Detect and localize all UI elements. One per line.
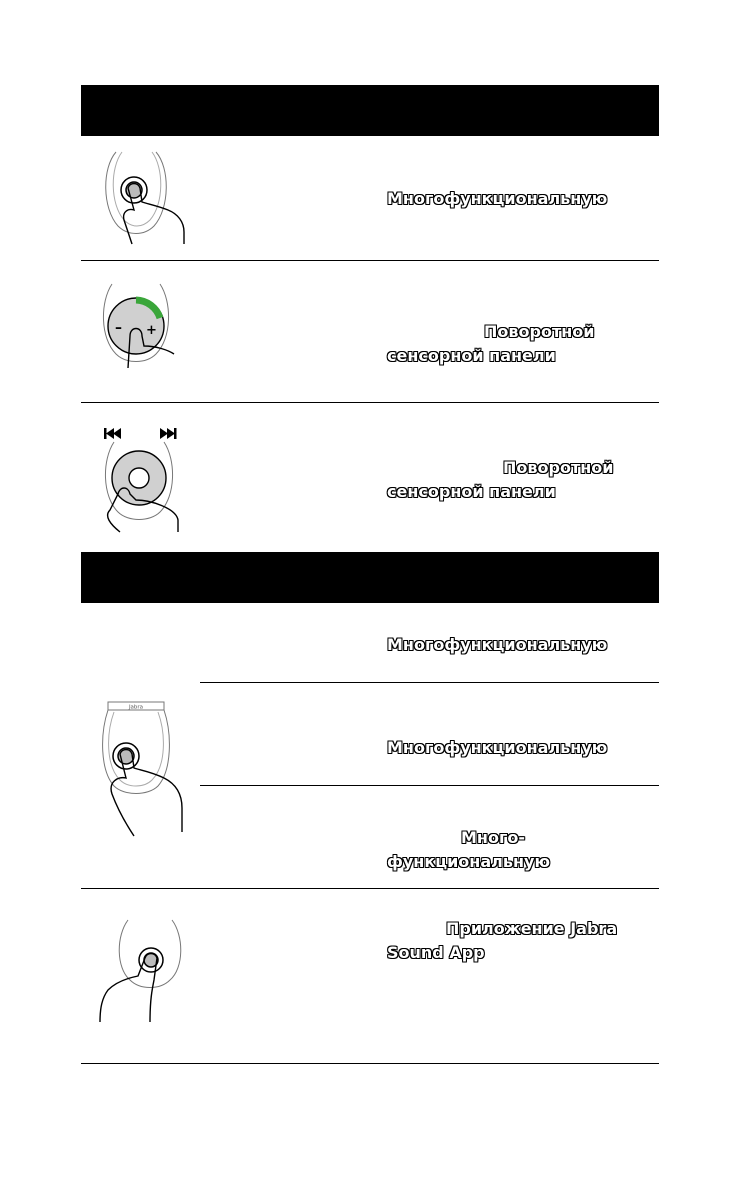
row-text: сенсорной панели — [387, 346, 556, 365]
multifunction-press-long-icon — [98, 698, 194, 838]
rotary-touch-track-icon — [100, 424, 184, 534]
rotary-minus-label: – — [115, 320, 122, 336]
row-text: Многофункциональную — [387, 738, 608, 757]
row-text: Много- — [461, 828, 525, 847]
section-header-bar-1 — [81, 85, 659, 136]
row-text: функциональную — [387, 852, 551, 871]
row-text: Многофункциональную — [387, 189, 608, 208]
multifunction-press-double-icon — [98, 918, 188, 1024]
section-header-bar-2 — [81, 552, 659, 603]
rotary-touch-volume-icon — [98, 282, 188, 372]
row-divider — [200, 785, 659, 786]
row-text: сенсорной панели — [387, 482, 556, 501]
row-divider — [81, 260, 659, 261]
headset-logo: Jabra — [128, 704, 144, 711]
row-divider — [81, 888, 659, 889]
next-track-icon — [160, 428, 177, 439]
row-text: Поворотной — [484, 322, 595, 341]
row-text: Sound App — [387, 943, 485, 962]
row-text: Многофункциональную — [387, 635, 608, 654]
row-divider — [200, 682, 659, 683]
row-text: Поворотной — [503, 458, 614, 477]
rotary-plus-label: + — [146, 323, 157, 338]
multifunction-button-press-icon — [98, 148, 198, 248]
row-text: Приложение Jabra — [446, 919, 618, 938]
previous-track-icon — [104, 428, 121, 439]
row-divider — [81, 402, 659, 403]
row-divider — [81, 1063, 659, 1064]
